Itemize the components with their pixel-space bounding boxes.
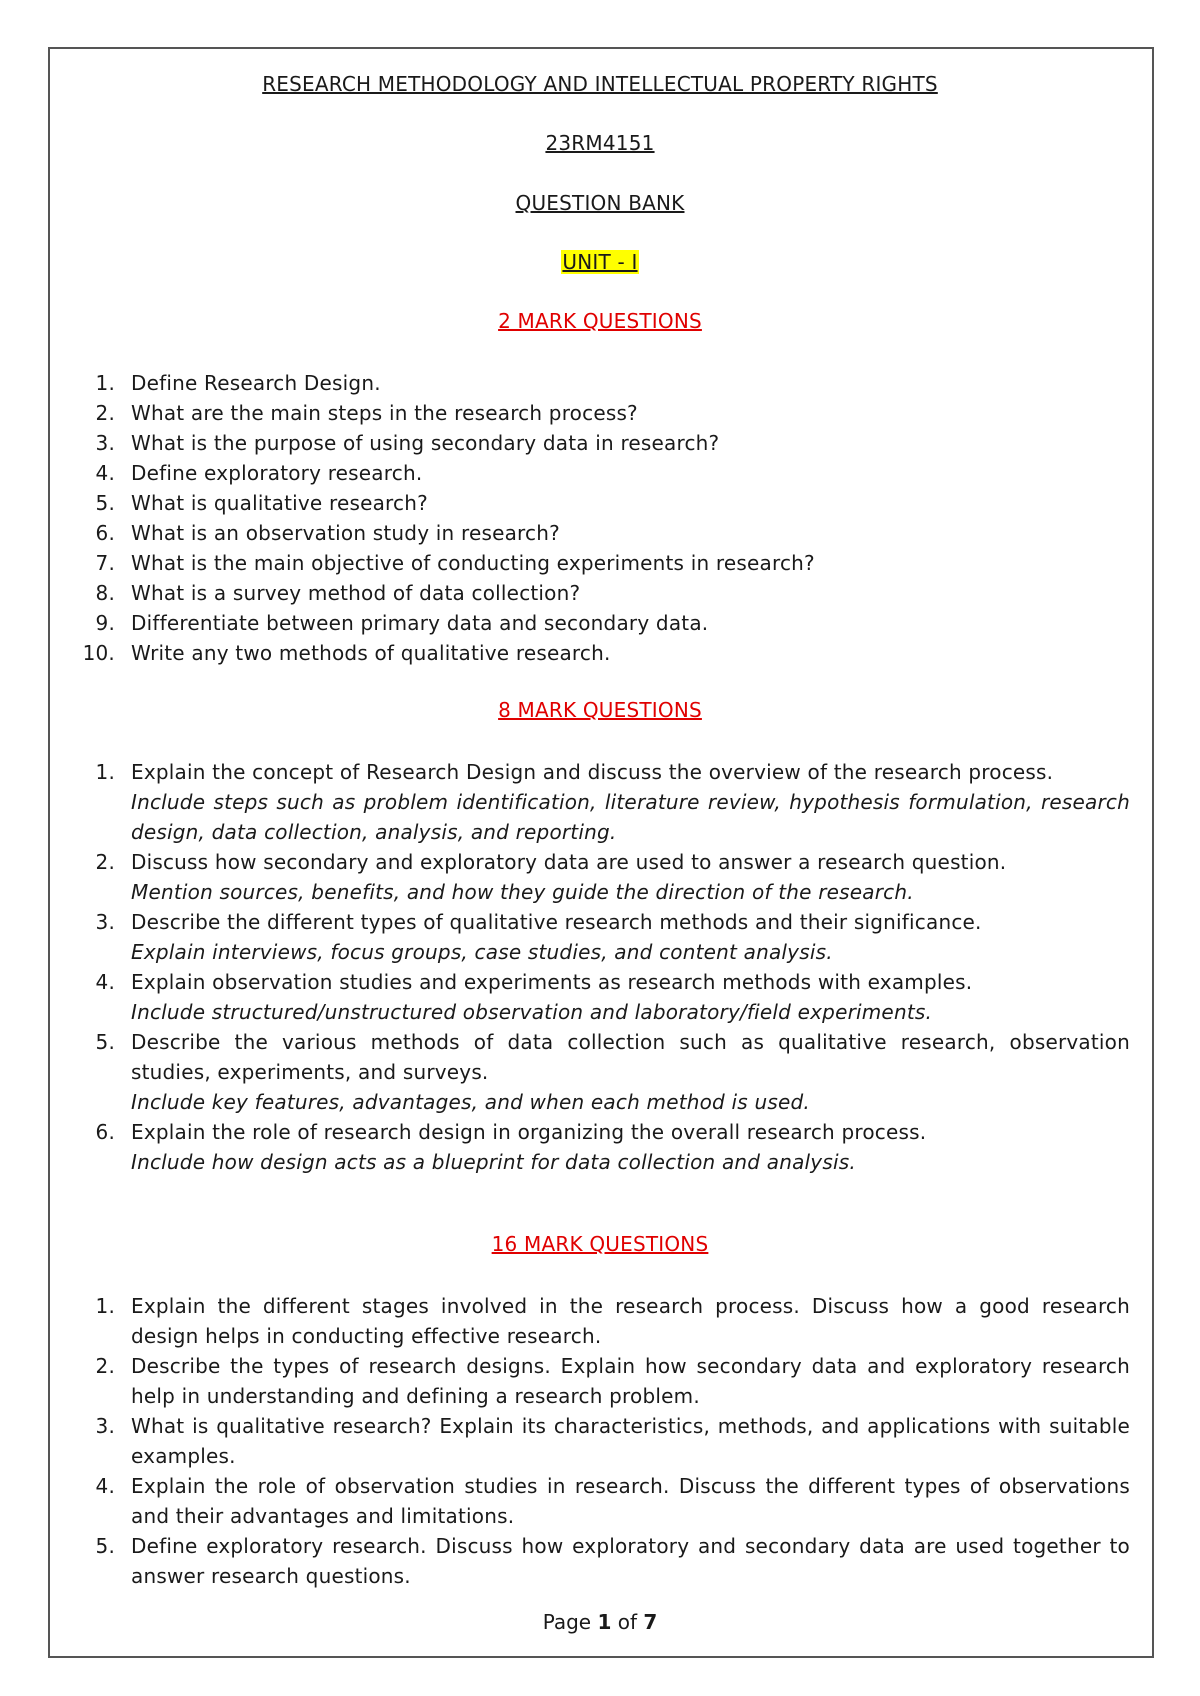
question-list-16-mark (75, 1291, 1130, 1591)
question-item (75, 548, 1130, 578)
question-number: 1. (95, 1294, 115, 1318)
bank-heading: QUESTION BANK (515, 191, 685, 215)
question-text: Describe the different types of qualitative research methods and their significance. (131, 910, 982, 934)
question-list-2-mark (75, 368, 1130, 668)
question-item (75, 368, 1130, 398)
question-number: 1. (95, 760, 115, 784)
question-number: 2. (95, 1354, 115, 1378)
question-text: Discuss how secondary and exploratory data are used to answer a research question. (131, 850, 1007, 874)
footer-page-word: Page (542, 1610, 592, 1634)
question-item (75, 1531, 1130, 1591)
question-item (75, 608, 1130, 638)
question-text: Define exploratory research. (131, 461, 423, 485)
question-hint: Explain interviews, focus groups, case studies, and content analysis. (131, 940, 833, 964)
question-text: Write any two methods of qualitative research. (131, 641, 611, 665)
question-hint: Include key features, advantages, and when each method is used. (131, 1090, 810, 1114)
document-title: RESEARCH METHODOLOGY AND INTELLECTUAL PROPERTY RIGHTS (262, 72, 938, 96)
question-number: 8. (95, 581, 115, 605)
question-text: What is qualitative research? (131, 491, 428, 515)
question-item (75, 1471, 1130, 1531)
question-number: 2. (95, 401, 115, 425)
question-number: 4. (95, 461, 115, 485)
question-text: Define exploratory research. Discuss how exploratory and secondary data are used together to answer research questions. (131, 1534, 1130, 1588)
question-text: Explain the concept of Research Design and discuss the overview of the research process. (131, 760, 1054, 784)
section-title-8-mark: 8 MARK QUESTIONS (498, 698, 702, 722)
question-number: 5. (95, 1030, 115, 1054)
question-text: Describe the various methods of data collection such as qualitative research, observation studies, experiments, and surveys. (131, 1030, 1130, 1084)
question-hint: Include structured/unstructured observation and laboratory/field experiments. (131, 1000, 933, 1024)
question-item (75, 398, 1130, 428)
question-item (75, 1117, 1130, 1177)
question-number: 6. (95, 521, 115, 545)
question-item (75, 967, 1130, 1027)
question-item (75, 757, 1130, 847)
footer-total-pages: 7 (643, 1610, 658, 1634)
question-item (75, 428, 1130, 458)
page-footer (0, 1610, 1200, 1634)
unit-heading (0, 250, 1200, 274)
question-item (75, 1027, 1130, 1117)
question-text: What are the main steps in the research process? (131, 401, 638, 425)
question-number: 6. (95, 1120, 115, 1144)
question-hint: Include steps such as problem identification, literature review, hypothesis formulation, research design, data collection, analysis, and reporting. (131, 790, 1130, 844)
question-number: 7. (95, 551, 115, 575)
question-number: 3. (95, 431, 115, 455)
footer-current-page: 1 (597, 1610, 612, 1634)
question-text: Explain the role of observation studies in research. Discuss the different types of observations and their advantages and limitations. (131, 1474, 1130, 1528)
question-number: 9. (95, 611, 115, 635)
question-text: Differentiate between primary data and secondary data. (131, 611, 709, 635)
question-number: 4. (95, 970, 115, 994)
question-item (75, 578, 1130, 608)
question-item (75, 907, 1130, 967)
unit-label: UNIT - I (562, 250, 638, 274)
question-number: 10. (82, 641, 115, 665)
question-number: 5. (95, 491, 115, 515)
course-code: 23RM4151 (545, 131, 655, 155)
question-text: Explain observation studies and experiments as research methods with examples. (131, 970, 973, 994)
question-number: 4. (95, 1474, 115, 1498)
question-text: What is the purpose of using secondary data in research? (131, 431, 720, 455)
section-title-16-mark: 16 MARK QUESTIONS (491, 1232, 709, 1256)
question-item (75, 847, 1130, 907)
question-item (75, 518, 1130, 548)
question-number: 5. (95, 1534, 115, 1558)
question-text: What is an observation study in research? (131, 521, 560, 545)
question-hint: Include how design acts as a blueprint for data collection and analysis. (131, 1150, 856, 1174)
question-number: 1. (95, 371, 115, 395)
question-number: 3. (95, 1414, 115, 1438)
question-item (75, 458, 1130, 488)
question-text: Define Research Design. (131, 371, 381, 395)
question-text: What is the main objective of conducting experiments in research? (131, 551, 815, 575)
question-text: Explain the different stages involved in the research process. Discuss how a good research design helps in conducting effective research. (131, 1294, 1130, 1348)
question-number: 3. (95, 910, 115, 934)
question-item (75, 1291, 1130, 1351)
question-text: Describe the types of research designs. Explain how secondary data and exploratory research help in understanding and defining a research problem. (131, 1354, 1130, 1408)
question-item (75, 1351, 1130, 1411)
question-number: 2. (95, 850, 115, 874)
section-title-2-mark: 2 MARK QUESTIONS (498, 309, 702, 333)
question-text: Explain the role of research design in organizing the overall research process. (131, 1120, 927, 1144)
question-text: What is qualitative research? Explain its characteristics, methods, and applications with suitable examples. (131, 1414, 1130, 1468)
question-item (75, 488, 1130, 518)
question-item (75, 638, 1130, 668)
question-hint: Mention sources, benefits, and how they guide the direction of the research. (131, 880, 914, 904)
question-list-8-mark (75, 757, 1130, 1177)
question-text: What is a survey method of data collection? (131, 581, 581, 605)
question-item (75, 1411, 1130, 1471)
footer-of-word: of (617, 1610, 638, 1634)
